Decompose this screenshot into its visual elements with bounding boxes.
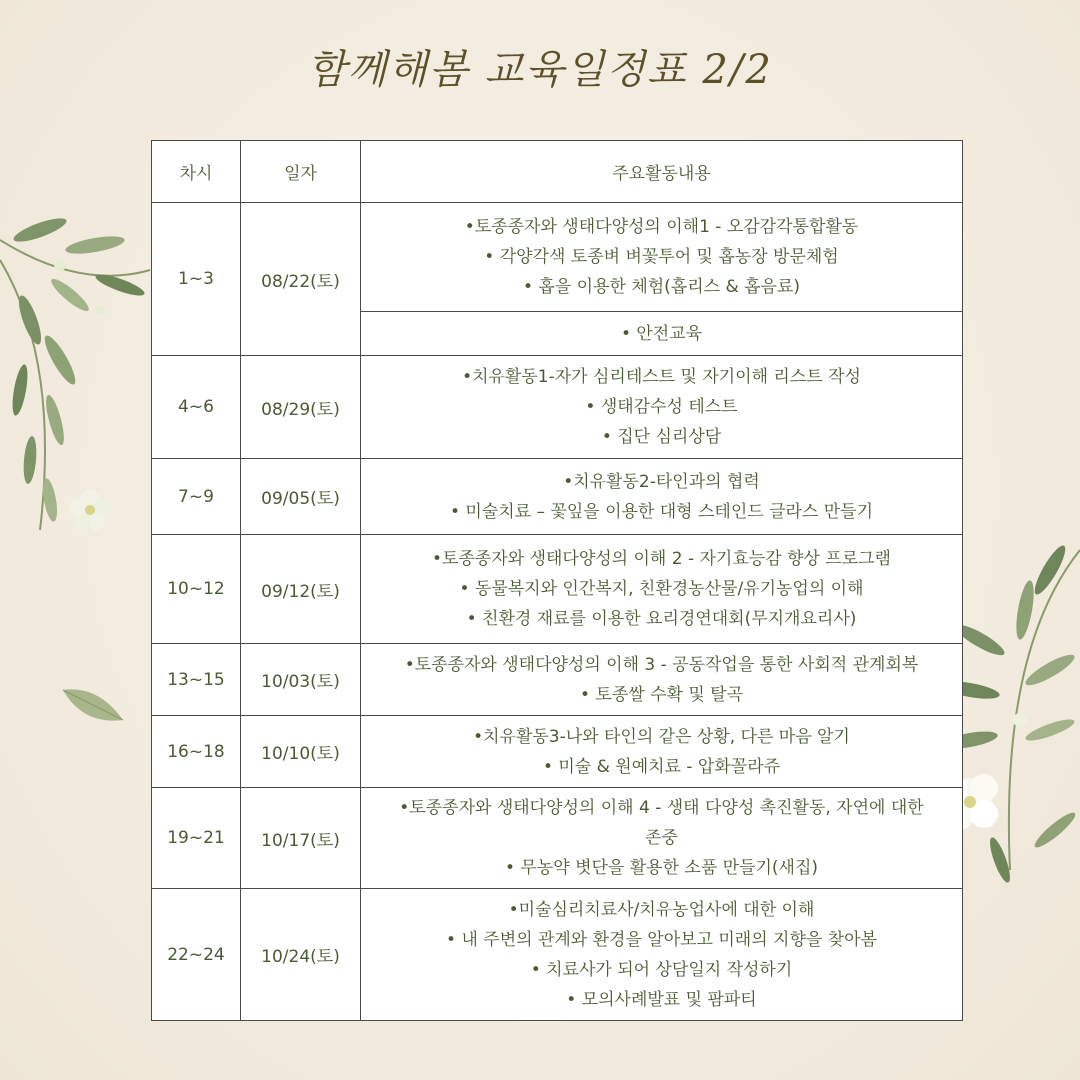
activity-line: 존중: [645, 828, 678, 848]
activities-cell: [361, 535, 963, 644]
activity-line: •토종종자와 생태다양성의 이해1 - 오감감각통합활동: [464, 217, 859, 237]
date-cell: 09/05(토): [241, 459, 361, 535]
activity-line: • 각양각색 토종벼 벼꽃투어 및 홉농장 방문체험: [484, 247, 839, 267]
activity-line: • 내 주변의 관계와 환경을 알아보고 미래의 지향을 찾아봄: [446, 929, 877, 950]
activity-line: •토종종자와 생태다양성의 이해 2 - 자기효능감 향상 프로그램: [432, 549, 891, 569]
session-cell: 7~9: [152, 459, 241, 535]
activities-cell: [361, 889, 963, 1021]
date-cell: 10/03(토): [241, 644, 361, 716]
schedule-table: [151, 140, 963, 1021]
activity-line: •치유활동1-자가 심리테스트 및 자기이해 리스트 작성: [462, 367, 861, 387]
activities-cell: [361, 356, 963, 459]
session-cell: 19~21: [152, 788, 241, 889]
table-row: [152, 535, 963, 644]
activity-line: • 친환경 재료를 이용한 요리경연대회(무지개요리사): [466, 609, 857, 629]
table-row: [152, 889, 963, 1021]
session-cell: 16~18: [152, 716, 241, 788]
header-activities: 주요활동내용: [361, 141, 963, 203]
session-cell: 1~3: [152, 203, 241, 356]
table-row: [152, 716, 963, 788]
activity-line: • 모의사례발표 및 팜파티: [566, 989, 757, 1010]
date-cell: 10/10(토): [241, 716, 361, 788]
activities-cell: [361, 459, 963, 535]
header-session: 차시: [152, 141, 241, 203]
table-row: [152, 459, 963, 535]
activity-line: • 동물복지와 인간복지, 친환경농산물/유기농업의 이해: [459, 579, 864, 599]
activity-line: • 생태감수성 테스트: [585, 397, 738, 417]
activity-line: •치유활동2-타인과의 협력: [563, 471, 760, 492]
activity-line: •미술심리치료사/치유농업사에 대한 이해: [508, 899, 815, 920]
activity-line: • 미술 & 원예치료 - 압화꼴라쥬: [542, 756, 781, 777]
activity-line: •토종종자와 생태다양성의 이해 4 - 생태 다양성 촉진활동, 자연에 대한: [399, 798, 924, 818]
table-row: [152, 788, 963, 889]
session-cell: 22~24: [152, 889, 241, 1021]
activities-cell: [361, 644, 963, 716]
session-cell: 4~6: [152, 356, 241, 459]
page-title: 함께해봄 교육일정표 2/2: [307, 47, 773, 93]
activity-line: • 안전교육: [620, 323, 703, 344]
activity-line: • 집단 심리상담: [601, 427, 722, 447]
date-cell: 09/12(토): [241, 535, 361, 644]
activities-cell: [361, 312, 963, 356]
activities-cell: [361, 716, 963, 788]
activities-cell: [361, 788, 963, 889]
activities-cell: [361, 203, 963, 312]
table-row: [152, 203, 963, 312]
table-row: [152, 356, 963, 459]
header-date: 일자: [241, 141, 361, 203]
activity-line: • 미술치료 – 꽃잎을 이용한 대형 스테인드 글라스 만들기: [449, 501, 874, 522]
date-cell: 08/29(토): [241, 356, 361, 459]
date-cell: 10/17(토): [241, 788, 361, 889]
date-cell: 08/22(토): [241, 203, 361, 356]
activity-line: •토종종자와 생태다양성의 이해 3 - 공동작업을 통한 사회적 관계회복: [404, 654, 919, 675]
session-cell: 10~12: [152, 535, 241, 644]
table-header-row: [152, 141, 963, 203]
activity-line: • 무농약 볏단을 활용한 소품 만들기(새집): [504, 858, 819, 878]
activity-line: • 토종쌀 수확 및 탈곡: [579, 684, 744, 705]
activity-line: •치유활동3-나와 타인의 같은 상황, 다른 마음 알기: [473, 726, 850, 747]
activity-line: • 치료사가 되어 상담일지 작성하기: [530, 959, 793, 980]
date-cell: 10/24(토): [241, 889, 361, 1021]
table-row: [152, 644, 963, 716]
activity-line: • 홉을 이용한 체험(홉리스 & 홉음료): [522, 277, 801, 297]
session-cell: 13~15: [152, 644, 241, 716]
